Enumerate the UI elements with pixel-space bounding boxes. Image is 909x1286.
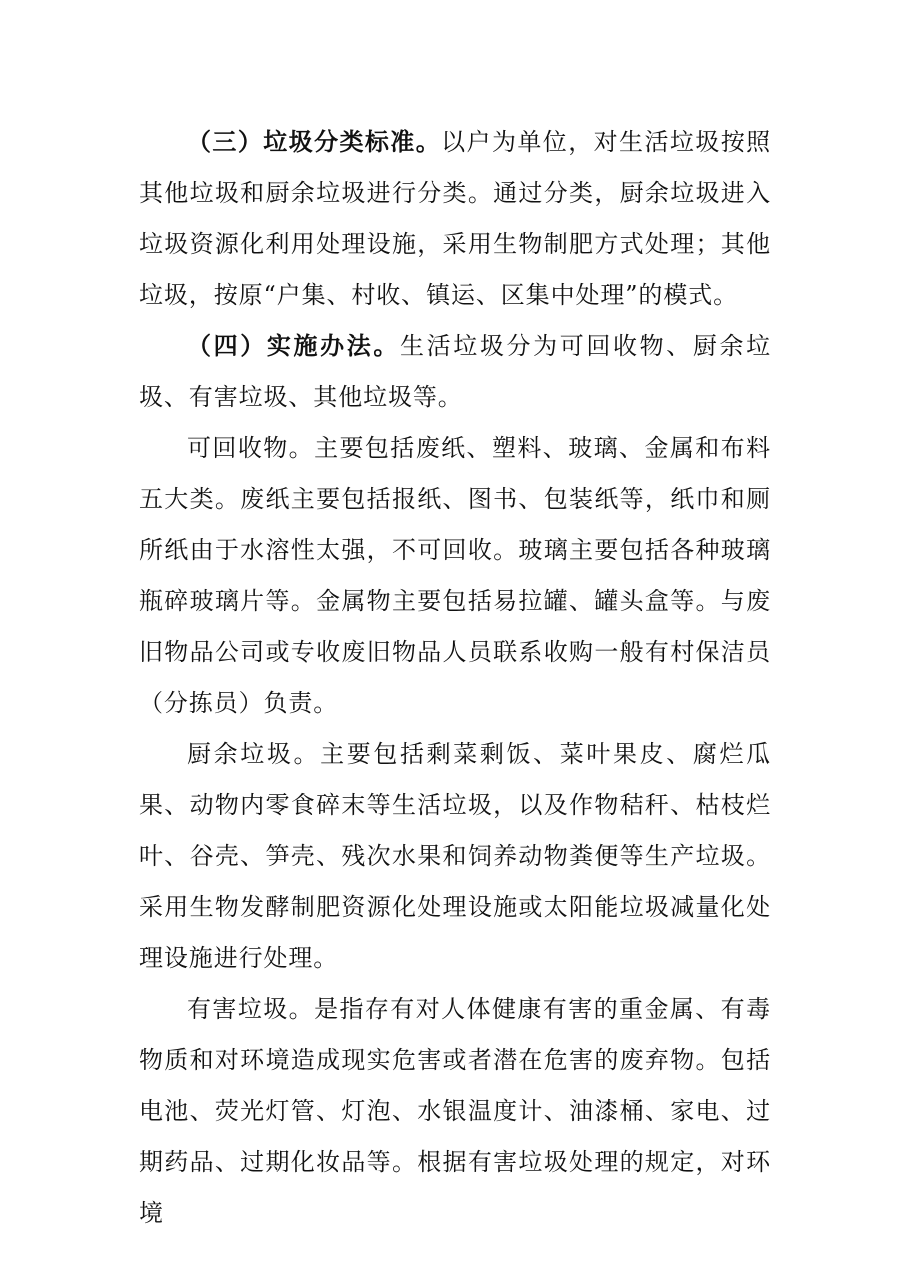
paragraph-implementation <box>139 321 771 423</box>
section-heading-3: （三）垃圾分类标准。 <box>187 128 442 156</box>
paragraph-kitchen-waste <box>139 729 771 984</box>
paragraph-text: 有害垃圾。是指存有对人体健康有害的重金属、有毒物质和对环境造成现实危害或者潜在危害的废弃物。包括电池、荧光灯管、灯泡、水银温度计、油漆桶、家电、过期药品、过期化妆品等。根据有害垃圾处理的规定，对环境 <box>139 995 771 1227</box>
paragraph-text: 生活垃圾分为可回收物、厨余垃圾、有害垃圾、其他垃圾等。 <box>139 332 772 411</box>
paragraph-text: 可回收物。主要包括废纸、塑料、玻璃、金属和布料五大类。废纸主要包括报纸、图书、包装纸等，纸巾和厕所纸由于水溶性太强，不可回收。玻璃主要包括各种玻璃瓶碎玻璃片等。金属物主要包括易拉罐、罐头盒等。与废旧物品公司或专收废旧物品人员联系收购一般有村保洁员（分拣员）负责。 <box>139 434 771 717</box>
paragraph-hazardous-waste <box>139 984 771 1239</box>
paragraph-text: 厨余垃圾。主要包括剩菜剩饭、菜叶果皮、腐烂瓜果、动物内零食碎末等生活垃圾，以及作物秸秆、枯枝烂叶、谷壳、笋壳、残次水果和饲养动物粪便等生产垃圾。采用生物发酵制肥资源化处理设施或太阳能垃圾减量化处理设施进行处理。 <box>139 740 771 972</box>
section-heading-4: （四）实施办法。 <box>187 332 400 360</box>
paragraph-text: 以户为单位，对生活垃圾按照其他垃圾和厨余垃圾进行分类。通过分类，厨余垃圾进入垃圾资源化利用处理设施，采用生物制肥方式处理；其他垃圾，按原“户集、村收、镇运、区集中处理”的模式。 <box>139 128 772 309</box>
document-body <box>139 117 771 1239</box>
paragraph-recyclables <box>139 423 771 729</box>
paragraph-classification-standard <box>139 117 771 321</box>
